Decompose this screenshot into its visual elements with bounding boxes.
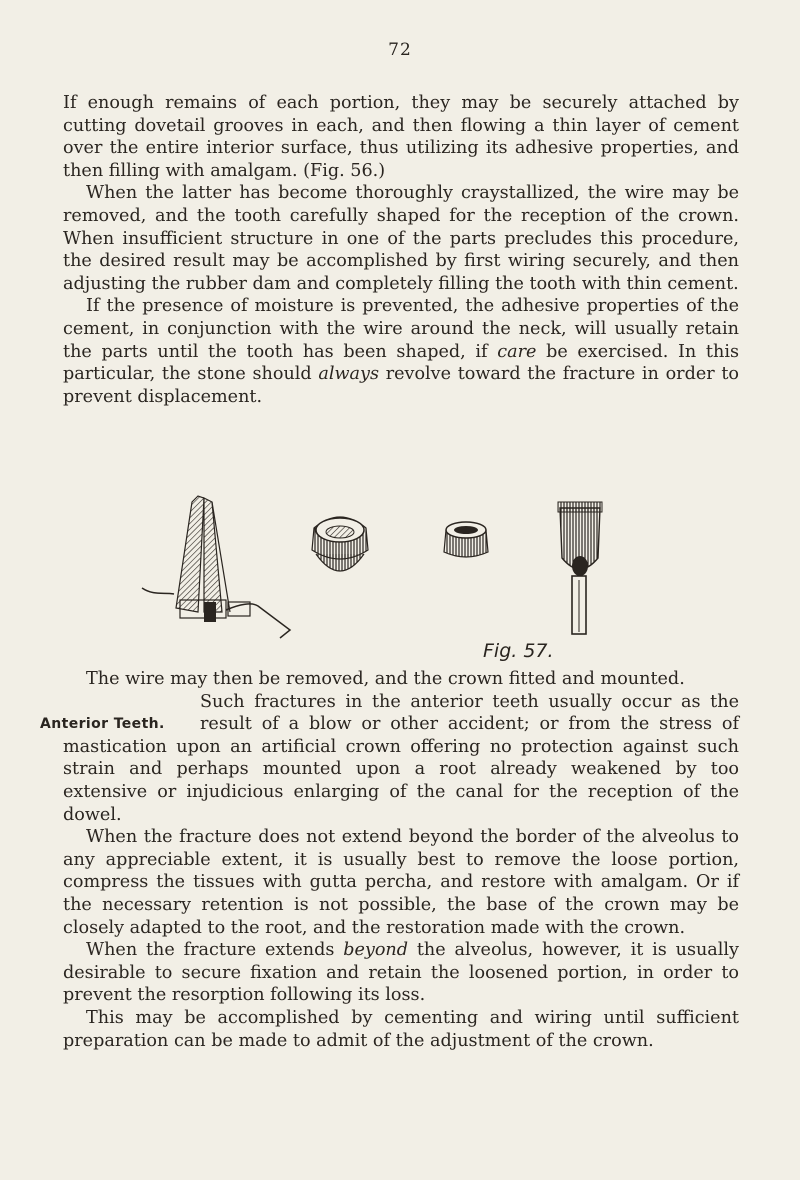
- ring-band-view-icon: [444, 522, 488, 557]
- paragraph-6: When the fracture does not extend beyond the border of the alveolus to any appreciable extent, it is usually best to remove the loose portion, compress the tissues with gutta percha, and restore with amalgam. Or if the necessary retention is not possible, the base of the crown may be closely adapted to the root, and the restoration made with the crown.: [63, 827, 739, 938]
- paragraph-7: When the fracture extends beyond the alveolus, however, it is usually desirable to secure fixation and retain the loosened portion, in order to prevent the resorption following its loss.: [63, 940, 739, 1006]
- crown-band-view-icon: [312, 517, 368, 571]
- wired-root-view-icon: [558, 502, 602, 634]
- paragraph-1: If enough remains of each portion, they may be securely attached by cutting dovetail grooves in each, and then flowing a thin layer of cement over the entire interior surface, thus utilizing its adhesive properties, and then filling with amalgam. (Fig. 56.): [63, 93, 739, 181]
- emphasis-beyond: beyond: [343, 940, 409, 961]
- figure-caption: Fig. 57.: [483, 640, 554, 662]
- emphasis-always: always: [318, 364, 380, 385]
- paragraph-2: When the latter has become thoroughly craystallized, the wire may be removed, and the tooth carefully shaped for the reception of the crown. When insufficient structure in one of the parts precludes this procedure, the desired result may be accomplished by first wiring securely, and then adjusting the rubber dam and completely filling the tooth with thin cement.: [63, 183, 739, 294]
- paragraph-8: This may be accomplished by cementing and wiring until sufficient preparation can be made to admit of the adjustment of the crown.: [63, 1007, 739, 1051]
- paragraph-3: If the presence of moisture is prevented, the adhesive properties of the cement, in conjunction with the wire around the neck, will usually retain the parts until the tooth has been shaped, if care be exercised. In this particular, the stone should always revolve toward the fracture in order to prevent displacement.: [63, 296, 739, 407]
- text-block-bottom: [40, 668, 739, 1052]
- paragraph-4: The wire may then be removed, and the crown fitted and mounted.: [86, 669, 685, 689]
- paragraph-5: Such fractures in the anterior teeth usually occur as the result of a blow or other accident; or from the stress of mastication upon an artificial crown offering no protection against such strain and perhaps mounted upon a root already weakened by too extensive or injudicious enlarging of the canal for the reception of the dowel.: [63, 691, 739, 825]
- text-block-top: [63, 92, 739, 408]
- emphasis-care: care: [497, 341, 537, 362]
- page-number: 72: [388, 40, 412, 60]
- tooth-side-view-icon: [142, 496, 290, 638]
- sidenote-anterior-teeth: Anterior Teeth.: [40, 715, 165, 732]
- figure-57: [140, 488, 620, 664]
